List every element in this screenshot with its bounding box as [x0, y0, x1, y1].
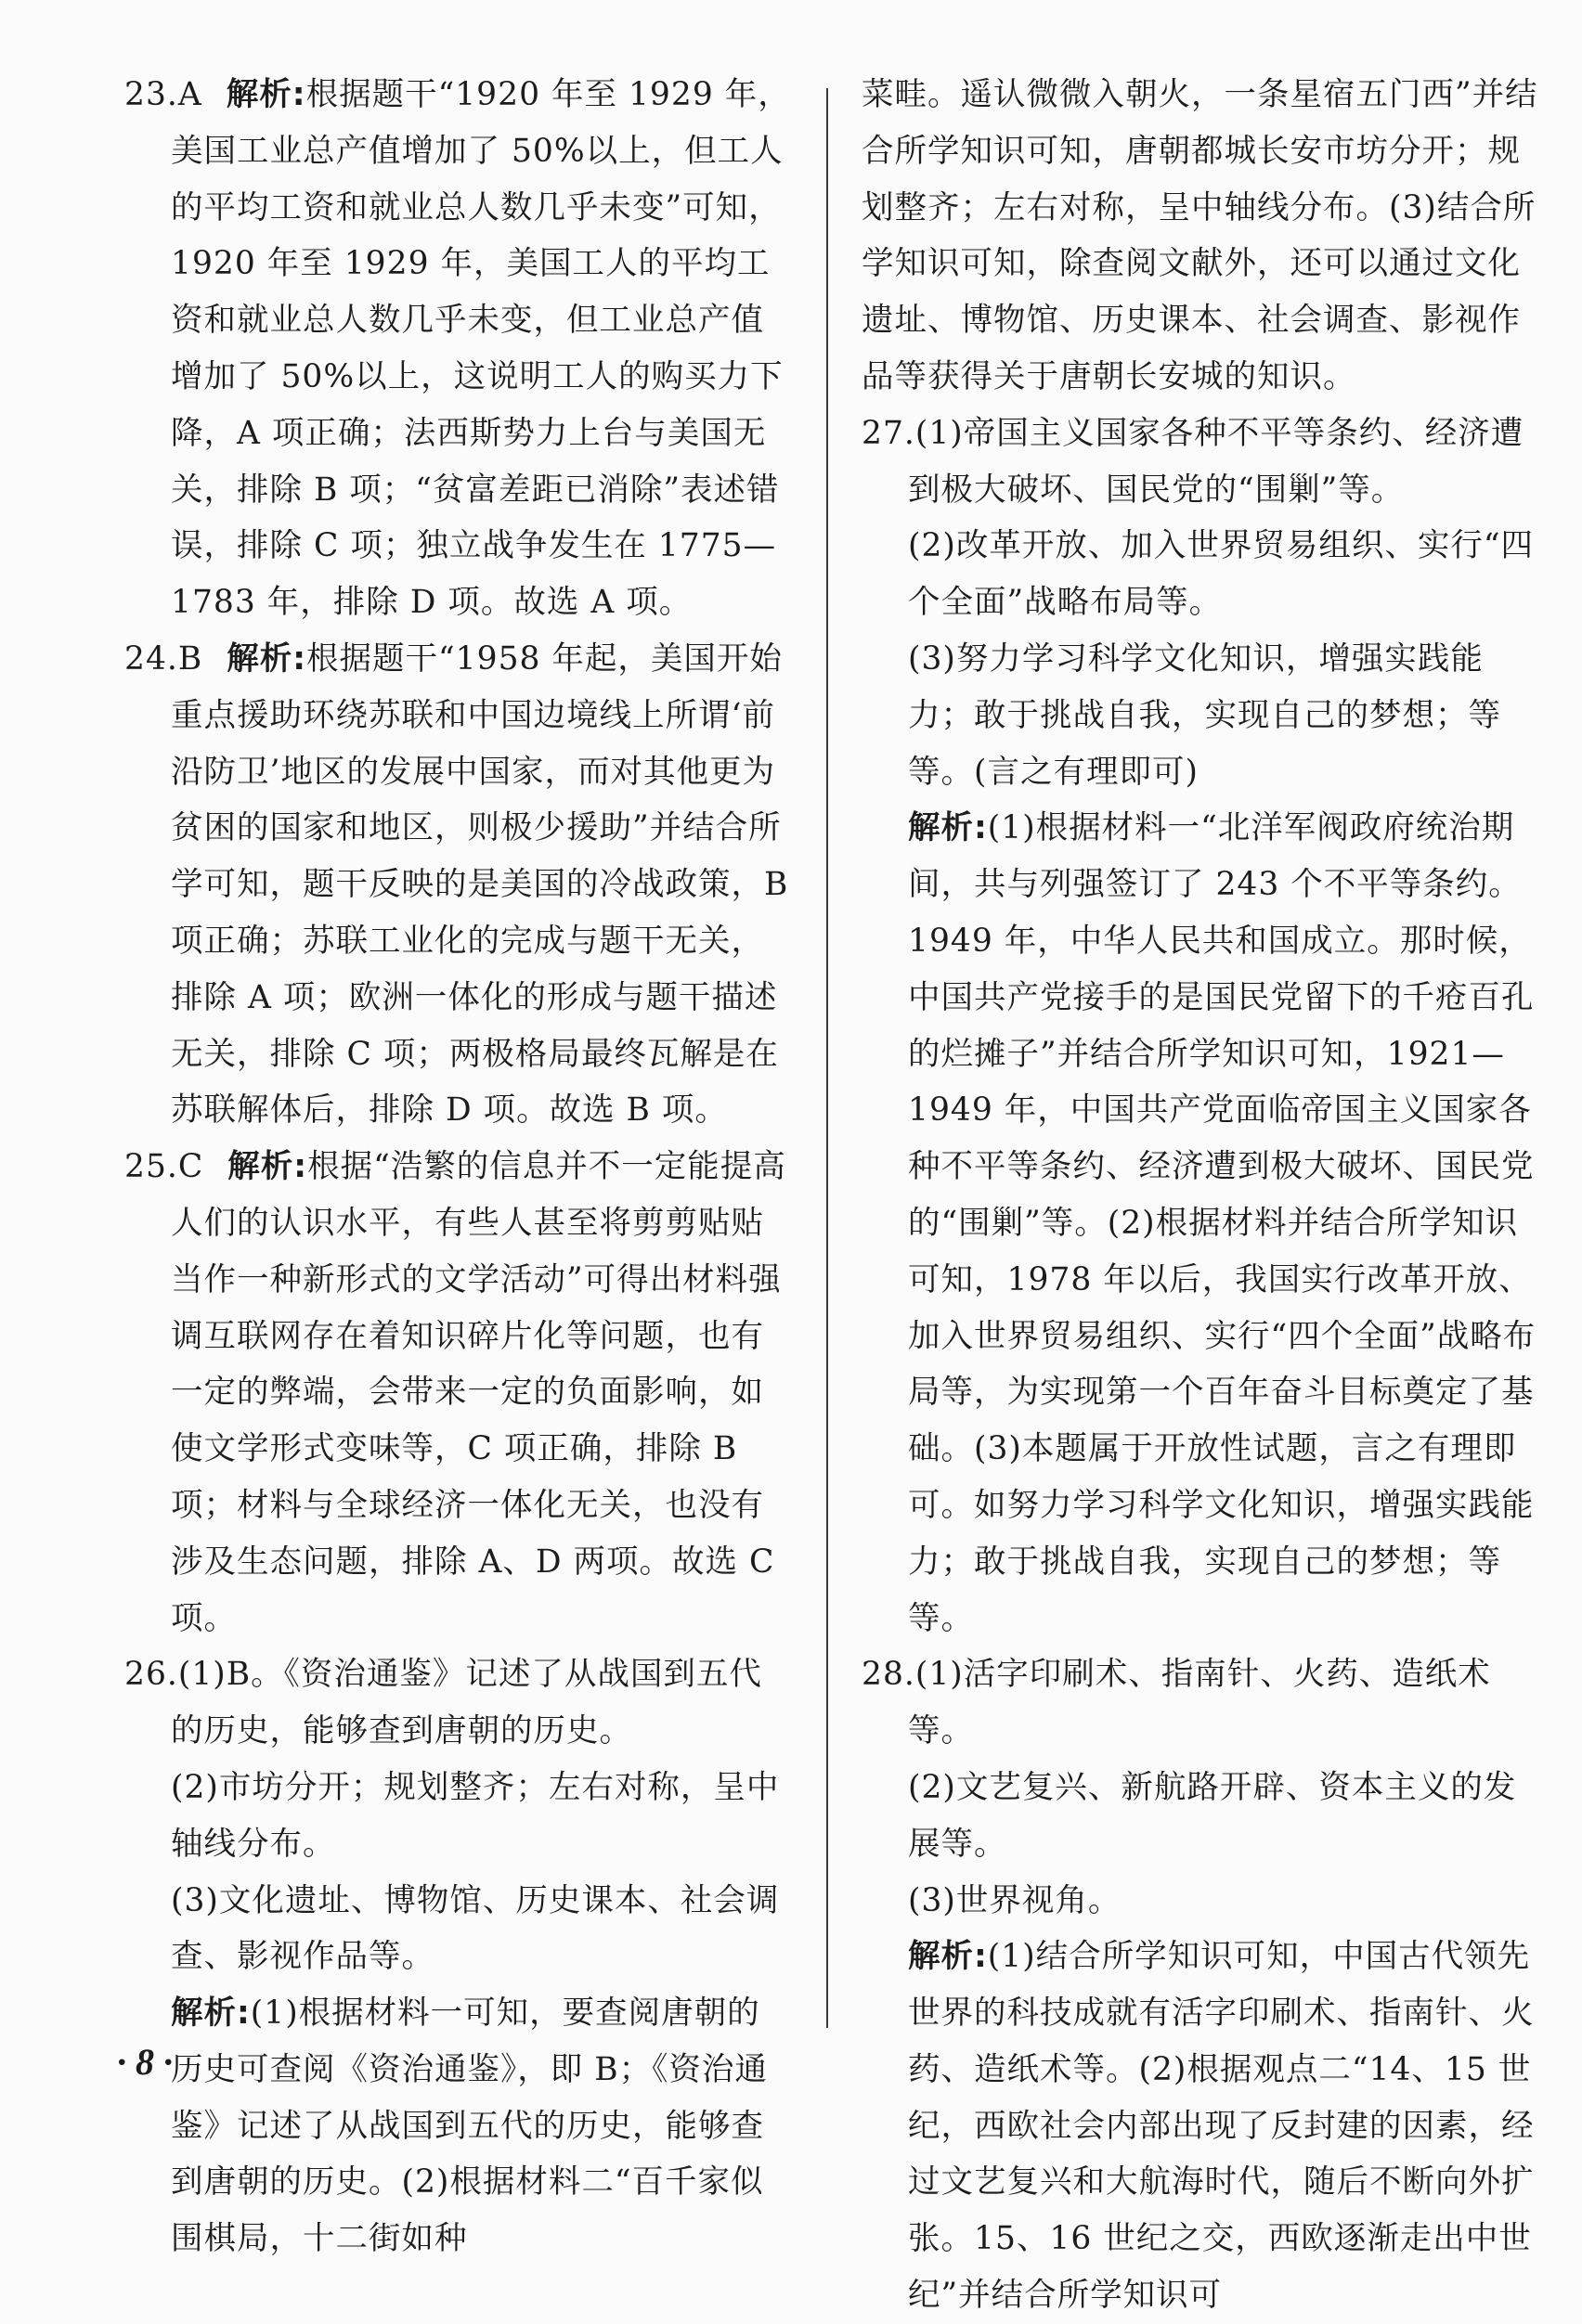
answer-text: 根据题干“1920 年至 1929 年，美国工业总产值增加了 50%以上，但工人的平均工资和就业总人数几乎未变”可知，1920 年至 1929 年，美国工人的平均工资和就业总人数几乎未变，但工业总产值增加了 50%以上，这说明工人的购买力下降，A 项正确；法西斯势力上台与美国无关，排除 B 项；“贫富差距已消除”表述错误，排除 C 项；独立战争发生在 1775—1783 年，排除 D 项。故选 A 项。 — [171, 76, 791, 622]
answer-text: (1)B。《资治通鉴》记述了从战国到五代的历史，能够查到唐朝的历史。 — [171, 1656, 762, 1750]
answer-item — [124, 1646, 793, 1760]
answer-paragraph — [124, 1873, 793, 1986]
question-number: 27. — [862, 414, 915, 452]
analysis-label: 解析: — [226, 76, 306, 113]
question-number: 23. — [124, 76, 178, 113]
answer-text: (1)根据材料一“北洋军阀政府统治期间，共与列强签订了 243 个不平等条约。1949 年，中华人民共和国成立。那时候，中国共产党接手的是国民党留下的千疮百孔的烂摊子”并结合所学知识可知，1921—1949 年，中国共产党面临帝国主义国家各种不平等条约、经济遭到极大破坏、国民党的“围剿”等。(2)根据材料并结合所学知识可知，1978 年以后，我国实行改革开放、加入世界贸易组织、实行“四个全面”战略布局等，为实现第一个百年奋斗目标奠定了基础。(3)本题属于开放性试题，言之有理即可。如努力学习科学文化知识，增强实践能力；敢于挑战自我，实现自己的梦想；等等。 — [908, 809, 1537, 1637]
answer-text: (3)世界视角。 — [908, 1881, 1122, 1919]
answer-paragraph — [862, 1929, 1539, 2324]
answer-text: 菜畦。遥认微微入朝火，一条星宿五门西”并结合所学知识可知，唐朝都城长安市坊分开；规划整齐；左右对称，呈中轴线分布。(3)结合所学知识可知，除查阅文献外，还可以通过文化遗址、博物馆、历史课本、社会调查、影视作品等获得关于唐朝长安城的知识。 — [862, 76, 1538, 395]
question-number: 25. — [124, 1148, 178, 1186]
answer-text: (2)文艺复兴、新航路开辟、资本主义的发展等。 — [908, 1768, 1517, 1863]
answer-text: (1)帝国主义国家各种不平等条约、经济遭到极大破坏、国民党的“围剿”等。 — [908, 414, 1524, 509]
left-column — [124, 67, 793, 2267]
answer-text: (2)市坊分开；规划整齐；左右对称，呈中轴线分布。 — [171, 1768, 780, 1863]
answer-item — [124, 67, 793, 631]
answer-letter: B — [177, 639, 203, 678]
question-number: 24. — [124, 639, 178, 678]
answer-item — [124, 631, 793, 1139]
answer-paragraph — [862, 67, 1539, 406]
analysis-label: 解析: — [227, 639, 307, 678]
answer-item — [862, 1646, 1539, 1760]
column-divider — [826, 88, 828, 2028]
answer-paragraph — [124, 1760, 793, 1873]
answer-letter: C — [177, 1148, 204, 1186]
page-number: · 8 · — [117, 2041, 173, 2083]
answer-paragraph — [862, 1873, 1539, 1930]
analysis-label: 解析: — [908, 809, 988, 847]
answer-paragraph — [862, 1760, 1539, 1873]
answer-text: 根据题干“1958 年起，美国开始重点援助环绕苏联和中国边境线上所谓‘前沿防卫’地区的发展中国家，而对其他更为贫困的国家和地区，则极少援助”并结合所学可知，题干反映的是美国的冷战政策，B 项正确；苏联工业化的完成与题干无关，排除 A 项；欧洲一体化的形成与题干描述无关，排除 C 项；两极格局最终瓦解是在苏联解体后，排除 D 项。故选 B 项。 — [171, 639, 789, 1130]
answer-paragraph — [124, 1985, 793, 2267]
answer-text: (2)改革开放、加入世界贸易组织、实行“四个全面”战略布局等。 — [908, 527, 1535, 622]
answer-paragraph — [862, 631, 1539, 800]
analysis-label: 解析: — [171, 1995, 251, 2033]
answer-text: 根据“浩繁的信息并不一定能提高人们的认识水平，有些人甚至将剪剪贴贴当作一种新形式的文学活动”可得出材料强调互联网存在着知识碎片化等问题，也有一定的弊端，会带来一定的负面影响，如使文学形式变味等，C 项正确，排除 B 项；材料与全球经济一体化无关，也没有涉及生态问题，排除 A、D 两项。故选 C 项。 — [171, 1148, 786, 1637]
right-column — [862, 67, 1539, 2324]
answer-letter: A — [177, 76, 202, 113]
question-number: 26. — [124, 1656, 178, 1694]
answer-text: (3)文化遗址、博物馆、历史课本、社会调查、影视作品等。 — [171, 1881, 780, 1976]
analysis-label: 解析: — [908, 1938, 988, 1976]
analysis-label: 解析: — [227, 1148, 308, 1186]
answer-item — [862, 406, 1539, 519]
answer-paragraph — [862, 800, 1539, 1646]
answer-text: (1)根据材料一可知，要查阅唐朝的历史可查阅《资治通鉴》，即 B；《资治通鉴》记述了从战国到五代的历史，能够查到唐朝的历史。(2)根据材料二“百千家似围棋局，十二街如种 — [171, 1995, 768, 2258]
question-number: 28. — [862, 1656, 915, 1694]
answer-text: (1)结合所学知识可知，中国古代领先世界的科技成就有活字印刷术、指南针、火药、造纸术等。(2)根据观点二“14、15 世纪，西欧社会内部出现了反封建的因素，经过文艺复兴和大航海时代，随后不断向外扩张。15、16 世纪之交，西欧逐渐走出中世纪”并结合所学知识可 — [908, 1938, 1535, 2315]
answer-item — [124, 1139, 793, 1646]
answer-text: (3)努力学习科学文化知识，增强实践能力；敢于挑战自我，实现自己的梦想；等等。(言之有理即可) — [908, 639, 1501, 791]
answer-paragraph — [862, 518, 1539, 631]
answer-text: (1)活字印刷术、指南针、火药、造纸术等。 — [908, 1656, 1491, 1750]
